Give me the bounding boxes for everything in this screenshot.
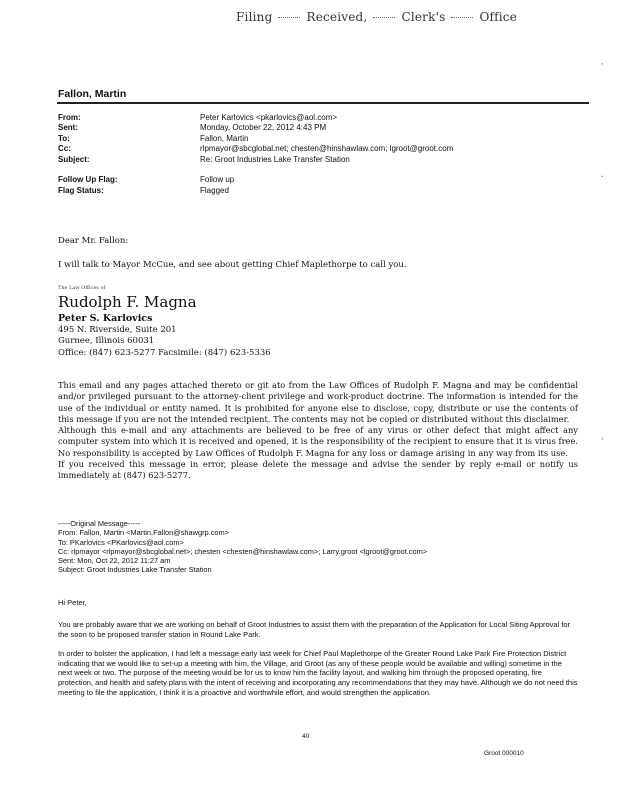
flagstatus-label: Flag Status: — [58, 185, 104, 195]
confidentiality-disclaimer — [58, 380, 578, 482]
header-subject-row — [58, 155, 578, 165]
stamp-dash — [451, 17, 473, 18]
header-rule — [57, 102, 589, 104]
stamp-dash — [373, 17, 395, 18]
to-value: Fallon, Martin — [200, 133, 249, 143]
cc-label: Cc: — [58, 144, 71, 154]
firm-prefix: The Law Offices of — [58, 285, 106, 291]
page-number: 40 — [302, 733, 310, 740]
mailbox-owner: Fallon, Martin — [58, 88, 127, 100]
stamp-dash — [278, 17, 300, 18]
sent-label: Sent: — [58, 123, 78, 133]
email-header — [58, 113, 578, 196]
header-gap — [58, 165, 578, 175]
firm-name: Rudolph F. Magna — [58, 293, 197, 311]
from-value: Peter Karlovics <pkarlovics@aol.com> — [200, 113, 338, 122]
sent-value: Monday, October 22, 2012 4:43 PM — [200, 123, 327, 133]
original-paragraph-2: In order to bolster the application, I had left a message early last week for Chief Paul Maplethorpe of the Greater Round Lake Park Fire Protection District indicating that we would like to set-up a meeting with him, the Village, and Groot (as any of these people would be available and willing) sometime in the next week or two. The purpose of the meeting would be for us to know him the facility layout, and walking him through the proposed operating, fire protection, and health and safety plans with the intent of receiving and incorporating any recommendations that they may have. Although we do not need this meeting to file the application, I think it is a proactive and worthwhile effort, and would strengthen the application. — [58, 649, 578, 697]
header-flagstatus-row — [58, 186, 578, 196]
original-divider: -----Original Message----- — [58, 519, 141, 528]
cc-value: rlpmayor@sbcglobal.net; chesten@hinshawlaw.com; lgroot@groot.com — [200, 144, 454, 154]
original-sent: Sent: Mon, Oct 22, 2012 11:27 am — [58, 556, 171, 566]
header-to-row — [58, 134, 578, 144]
subject-value: Re: Groot Industries Lake Transfer Station — [200, 154, 350, 164]
header-cc-row — [58, 144, 578, 154]
stamp-clerks: Clerk's — [401, 10, 446, 24]
signature-address2: Gurnee, Illinois 60031 — [58, 336, 155, 346]
bates-number: Groot 000010 — [484, 750, 524, 757]
original-from: From: Fallon, Martin <Martin.Fallon@shawgrp.com> — [58, 528, 229, 538]
signature-name: Peter S. Karlovics — [58, 313, 153, 324]
edge-mark: · — [599, 60, 605, 70]
header-sent-row — [58, 123, 578, 133]
to-label: To: — [58, 133, 70, 143]
original-to: To: PKarlovics <PKarlovics@aol.com> — [58, 537, 184, 547]
signature-phone: Office: (847) 623-5277 Facsimile: (847) 623-5336 — [58, 347, 271, 358]
subject-label: Subject: — [58, 154, 90, 164]
original-subject: Subject: Groot Industries Lake Transfer Station — [58, 565, 212, 575]
followup-value: Follow up — [200, 175, 235, 185]
header-followup-row — [58, 175, 578, 185]
signature-block — [58, 313, 271, 359]
original-message-header — [58, 519, 578, 575]
stamp-filing: Filing — [236, 10, 273, 24]
header-from-row — [58, 113, 578, 123]
edge-mark: · — [599, 435, 605, 445]
disclaimer-paragraph: Although this e-mail and any attachments are believed to be free of any virus or other defect that might affect any computer system into which it is received and opened, it is the responsibility of the recipient to ensure that it is virus free. No responsibility is accepted by Law Offices of Rudolph F. Magna for any loss or damage arising in any way from its use. — [58, 425, 578, 458]
edge-mark: . — [599, 170, 605, 180]
original-paragraph-1: You are probably aware that we are working on behalf of Groot Industries to assist them with the preparation of the Application for Local Siting Approval for the soon to be proposed transfer station in Round Lake Park. — [58, 620, 571, 639]
original-cc: Cc: rlpmayor <rlpmayor@sbcglobal.net>; chesten <chesten@hinshawlaw.com>; Larry.groot <lgroot@groot.com> — [58, 546, 428, 556]
stamp-office: Office — [479, 10, 518, 24]
followup-label: Follow Up Flag: — [58, 175, 118, 185]
stamp-received: Received, — [306, 10, 368, 24]
greeting: Dear Mr. Fallon: — [58, 236, 129, 246]
disclaimer-paragraph: If you received this message in error, please delete the message and advise the sender by reply e-mail or notify us immediately at (847) 623-5277. — [58, 459, 578, 481]
reply-message: I will talk to Mayor McCue, and see about getting Chief Maplethorpe to call you. — [58, 260, 407, 270]
from-label: From: — [58, 113, 81, 122]
filing-stamp — [236, 10, 517, 24]
original-greeting: Hi Peter, — [58, 598, 87, 607]
flagstatus-value: Flagged — [200, 185, 229, 195]
signature-address1: 495 N. Riverside, Suite 201 — [58, 324, 177, 335]
disclaimer-paragraph: This email and any pages attached thereto or git ato from the Law Offices of Rudolph F. Magna and may be confidential and/or privileged pursuant to the attorney-client privilege and work-product doctrine. The information is intended for the use of the individual or entity named. It is prohibited for anyone else to disclose, copy, distribute or use the contents of this message if you are not the intended recipient. The contents may not be copied or distributed without this disclaimer. — [58, 380, 578, 424]
